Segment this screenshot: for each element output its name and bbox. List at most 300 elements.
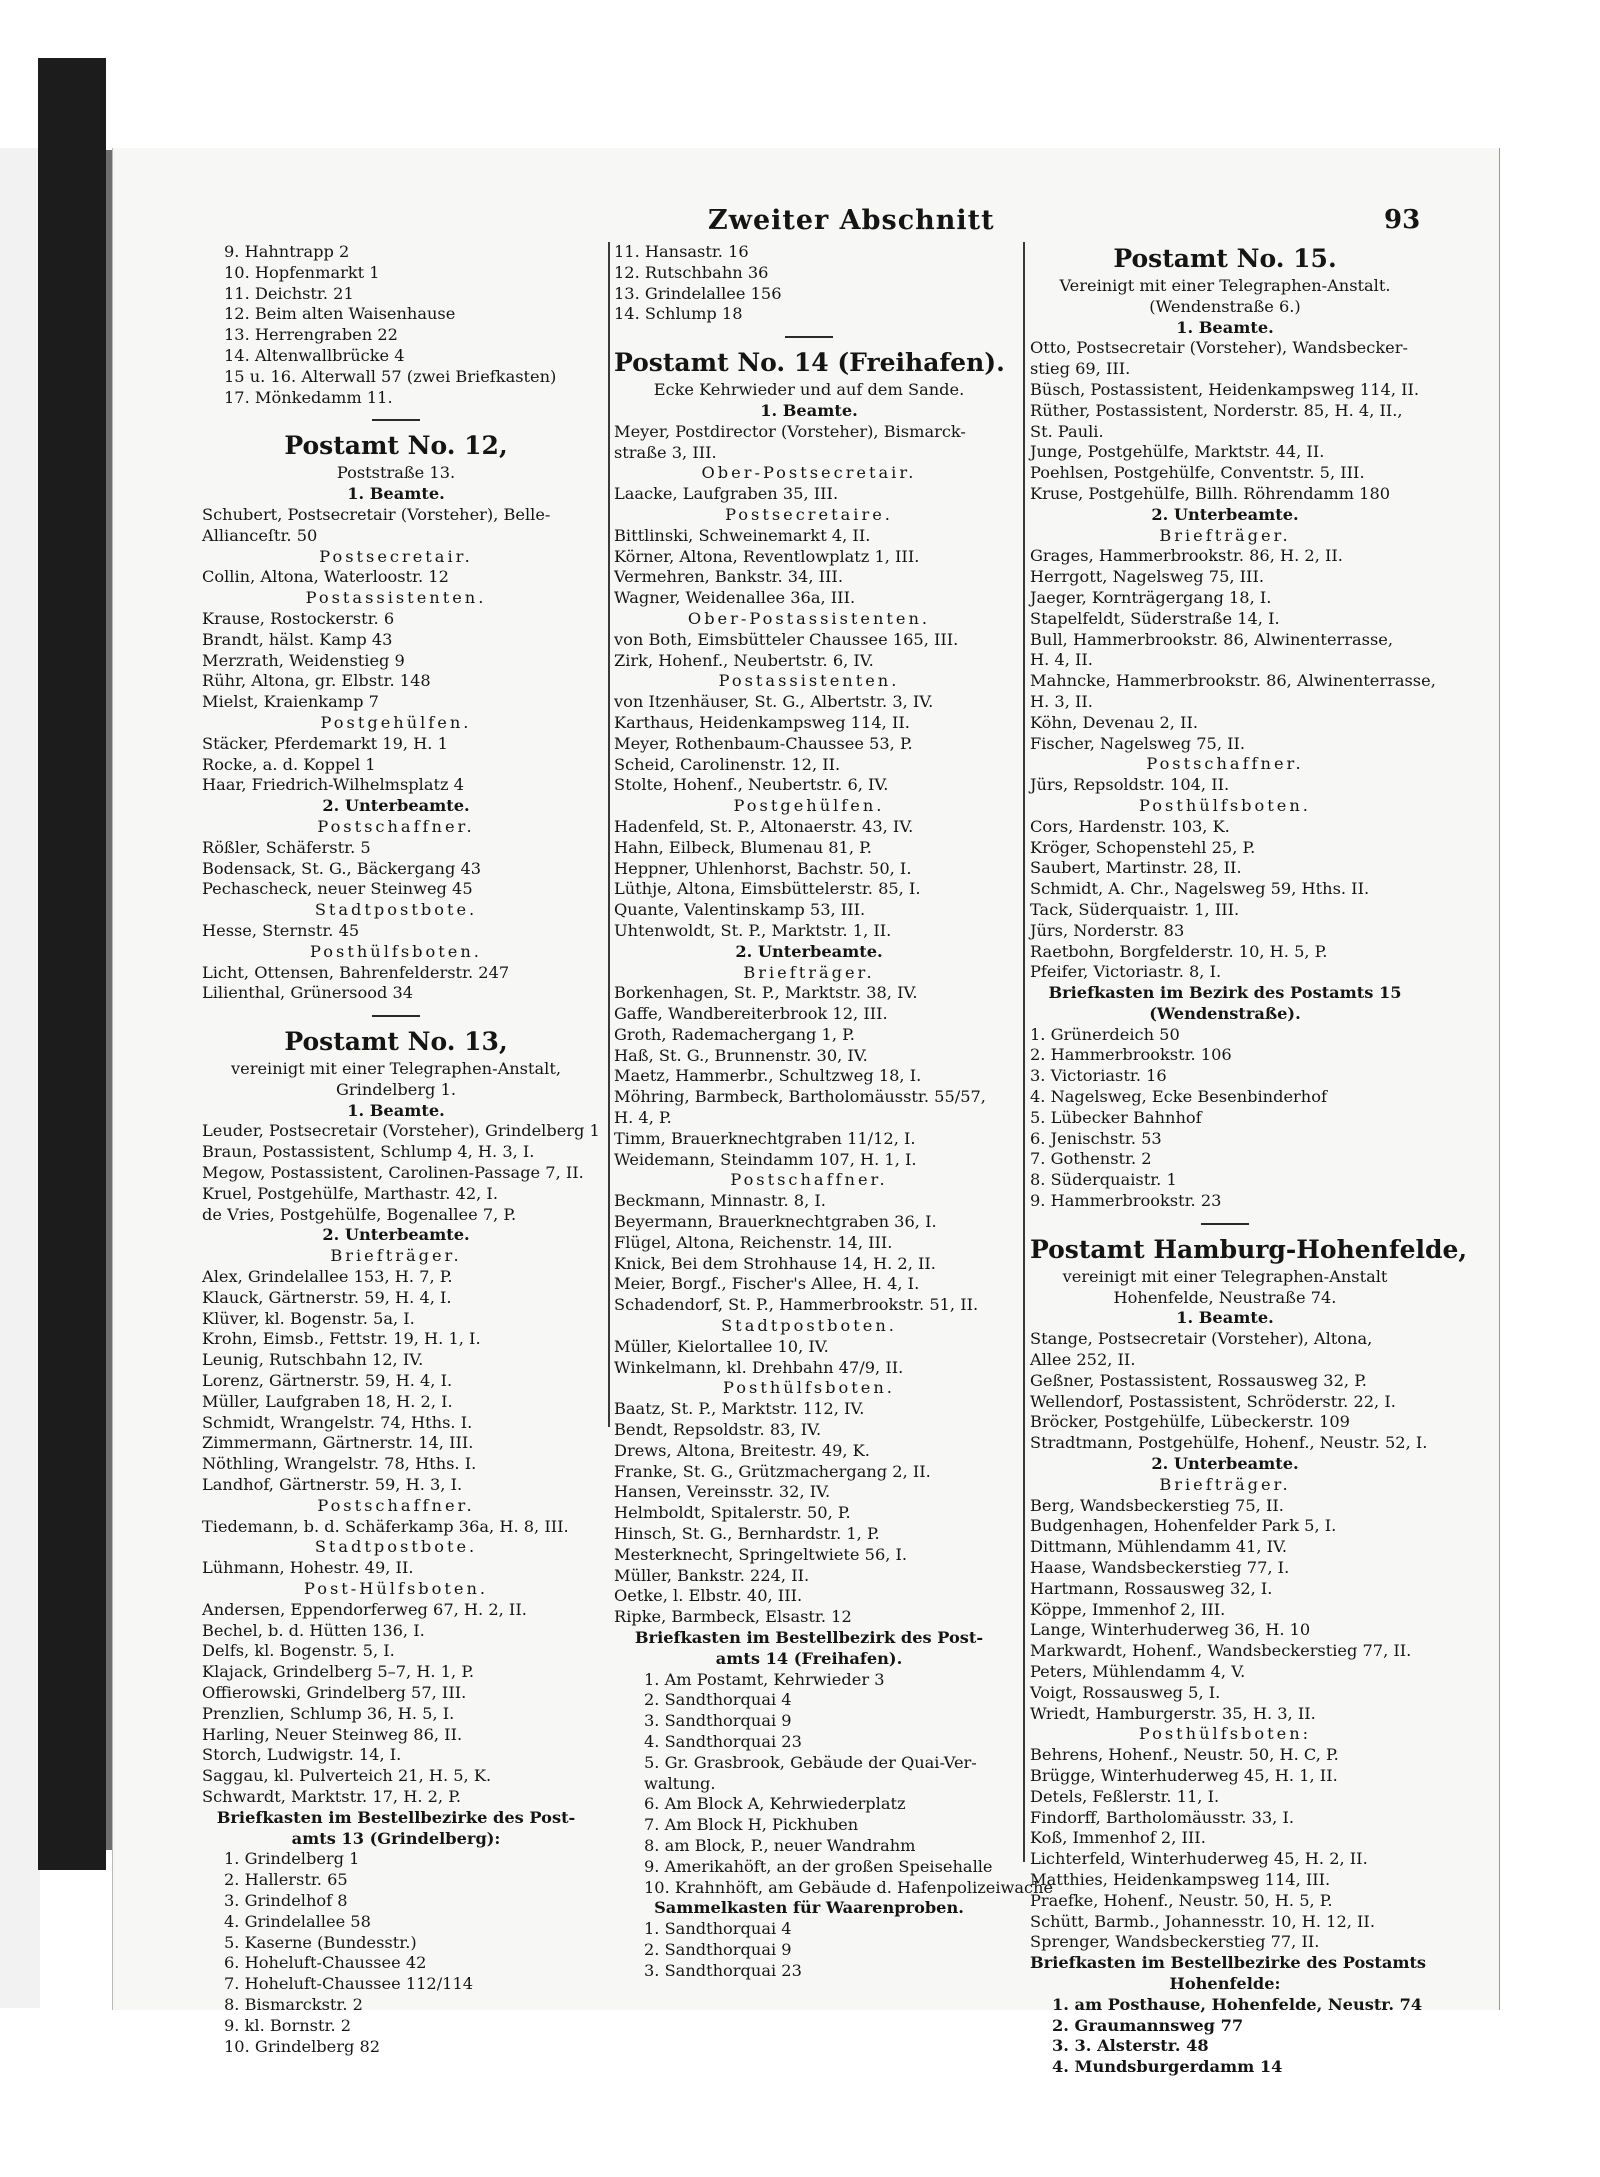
entry-line: Jaeger, Kornträgergang 18, I.	[1030, 587, 1272, 607]
briefkasten-list	[614, 1669, 1054, 1899]
postamt-hohenfelde-address: Hohenfelde, Neustraße 74.	[1113, 1287, 1337, 1307]
entry-line: Maetz, Hammerbr., Schultzweg 18, I.	[614, 1066, 922, 1086]
entry-line: Brandt, hälst. Kamp 43	[202, 629, 393, 649]
entry-line: Haase, Wandsbeckerstieg 77, I.	[1030, 1558, 1290, 1578]
entry-line: Bröcker, Postgehülfe, Lübeckerstr. 109	[1030, 1412, 1350, 1432]
beamte-heading: 1. Beamte.	[1176, 1308, 1274, 1328]
postschaffner-heading: Postschaffner.	[317, 816, 475, 836]
entry-line: Offierowski, Grindelberg 57, III.	[202, 1683, 467, 1702]
entry-line: Raetbohn, Borgfelderstr. 10, H. 5, P.	[1030, 941, 1328, 961]
column-rule-2	[1023, 242, 1025, 1862]
entry-line: 9. Amerikahöft, an der großen Speisehalle	[644, 1856, 993, 1876]
brieftraeger-list	[202, 1267, 590, 1496]
entry-line: 10. Hopfenmarkt 1	[224, 262, 380, 282]
entry-line: Zirk, Hohenf., Neubertstr. 6, IV.	[614, 650, 874, 670]
entry-line: Möhring, Barmbeck, Bartholomäusstr. 55/57,	[614, 1087, 986, 1107]
brieftraeger-heading: Briefträger.	[330, 1246, 462, 1266]
entry-line: Fischer, Nagelsweg 75, II.	[1030, 733, 1246, 753]
postsecretair-heading: Postsecretair.	[319, 546, 473, 566]
entry-line: Leuder, Postsecretair (Vorsteher), Grindelberg 1	[202, 1121, 600, 1141]
entry-line: Delfs, kl. Bogenstr. 5, I.	[202, 1641, 395, 1661]
entry-line: Briefkasten im Bezirk des Postamts 15	[1048, 983, 1402, 1003]
column-1	[202, 242, 600, 2057]
posthuelfsboten-list	[1030, 1745, 1420, 1953]
postgehuelfen-list	[614, 817, 1004, 942]
stadtpostbote-list	[202, 921, 590, 942]
entry-line: Mesterknecht, Springeltwiete 56, I.	[614, 1544, 908, 1564]
entry-line: Beyermann, Brauerknechtgraben 36, I.	[614, 1212, 937, 1232]
entry-line: 3. Grindelhof 8	[224, 1890, 348, 1910]
postschaffner-heading: Postschaffner.	[730, 1170, 888, 1190]
entry-line: Schwardt, Marktstr. 17, H. 2, P.	[202, 1786, 461, 1806]
postamt-13-address: Grindelberg 1.	[335, 1079, 457, 1099]
entry-line: Laacke, Laufgraben 35, III.	[614, 484, 839, 504]
separator	[372, 1015, 420, 1017]
entry-line: Merzrath, Weidenstieg 9	[202, 650, 405, 670]
briefkasten-list	[1030, 1994, 1423, 2078]
stadtpostboten-list	[614, 1337, 1004, 1379]
briefkasten-heading	[614, 1628, 1004, 1670]
separator	[1201, 1223, 1249, 1225]
entry-line: Matthies, Heidenkampsweg 114, III.	[1030, 1869, 1331, 1889]
entry-line: 14. Altenwallbrücke 4	[224, 345, 405, 365]
posthuelfsboten-list	[614, 1399, 1004, 1628]
entry-line: Weidemann, Steindamm 107, H. 1, I.	[614, 1149, 917, 1169]
entry-line: 5. Gr. Grasbrook, Gebäude der Quai-Ver-	[644, 1752, 977, 1772]
unterbeamte-heading: 2. Unterbeamte.	[322, 796, 470, 816]
entry-line: Behrens, Hohenf., Neustr. 50, H. C, P.	[1030, 1745, 1339, 1765]
sammelkasten-heading: Sammelkasten für Waarenproben.	[654, 1898, 964, 1918]
postamt-13-title: Postamt No. 13,	[284, 1027, 508, 1057]
entry-line: 17. Mönkedamm 11.	[224, 387, 393, 407]
entry-line: 2. Hammerbrookstr. 106	[1030, 1045, 1232, 1065]
entry-line: Rüther, Postassistent, Norderstr. 85, H. 4, II.,	[1030, 400, 1403, 420]
entry-line: Licht, Ottensen, Bahrenfelderstr. 247	[202, 962, 510, 982]
entry-line: Praefke, Hohenf., Neustr. 50, H. 5, P.	[1030, 1890, 1333, 1910]
postamt-15-subtitle: Vereinigt mit einer Telegraphen-Anstalt.	[1059, 276, 1391, 295]
entry-line: 2. Graumannsweg 77	[1052, 2015, 1244, 2035]
entry-line: 1. Grindelberg 1	[224, 1849, 360, 1869]
postamt-15-address: (Wendenstraße 6.)	[1149, 296, 1301, 316]
postschaffner-heading: Postschaffner.	[1146, 754, 1304, 774]
entry-line: Heppner, Uhlenhorst, Bachstr. 50, I.	[614, 858, 912, 878]
entry-line: Lange, Winterhuderweg 36, H. 10	[1030, 1620, 1311, 1640]
running-header: Zweiter Abschnitt	[708, 205, 995, 236]
posthuelfsboten-list	[202, 1600, 590, 1808]
entry-line: 3. 3. Alsterstr. 48	[1052, 2036, 1209, 2056]
brieftraeger-list	[1030, 546, 1436, 754]
unterbeamte-heading: 2. Unterbeamte.	[322, 1225, 470, 1245]
entry-line: Lüthje, Altona, Eimsbüttelerstr. 85, I.	[614, 879, 921, 899]
beamte-heading: 1. Beamte.	[347, 1100, 445, 1120]
entry-line: 6. Am Block A, Kehrwiederplatz	[644, 1794, 906, 1814]
entry-line: 13. Grindelallee 156	[614, 283, 782, 303]
entry-line: Krause, Rostockerstr. 6	[202, 608, 395, 628]
entry-line: Hartmann, Rossausweg 32, I.	[1030, 1578, 1273, 1598]
postgehuelfen-heading: Postgehülfen.	[320, 712, 472, 732]
entry-line: Schmidt, Wrangelstr. 74, Hths. I.	[202, 1412, 473, 1432]
entry-line: 6. Hoheluft-Chaussee 42	[224, 1953, 427, 1973]
entry-line: Stange, Postsecretair (Vorsteher), Altona,	[1030, 1329, 1373, 1349]
entry-line: Bodensack, St. G., Bäckergang 43	[202, 858, 482, 878]
column-2	[614, 242, 1054, 1982]
entry-line: Andersen, Eppendorferweg 67, H. 2, II.	[202, 1599, 527, 1619]
postsecretaire-list	[614, 526, 1004, 609]
entry-line: Dittmann, Mühlendamm 41, IV.	[1030, 1537, 1288, 1557]
postamt-13-subtitle: vereinigt mit einer Telegraphen-Anstalt,	[231, 1059, 561, 1079]
entry-line: Markwardt, Hohenf., Wandsbeckerstieg 77, II.	[1030, 1641, 1412, 1661]
posthuelfsboten-list	[202, 963, 590, 1005]
entry-line: H. 3, II.	[1030, 691, 1093, 711]
entry-line: 12. Rutschbahn 36	[614, 262, 769, 282]
entry-line: 8. Bismarckstr. 2	[224, 1994, 363, 2014]
entry-line: 7. Hoheluft-Chaussee 112/114	[224, 1974, 474, 1994]
page-number: 93	[1384, 205, 1421, 235]
stadtpostbote-heading: Stadtpostbote.	[314, 900, 478, 920]
entry-line: Karthaus, Heidenkampsweg 114, II.	[614, 712, 910, 732]
entry-line: Collin, Altona, Waterloostr. 12	[202, 567, 449, 587]
mailbox-list-continued	[202, 242, 590, 408]
postamt-14-address: Ecke Kehrwieder und auf dem Sande.	[653, 380, 965, 400]
entry-line: Lühmann, Hohestr. 49, II.	[202, 1558, 414, 1578]
entry-line: Hesse, Sternstr. 45	[202, 920, 360, 940]
entry-line: Klajack, Grindelberg 5–7, H. 1, P.	[202, 1662, 475, 1682]
postamt-14-title: Postamt No. 14 (Freihafen).	[614, 348, 1005, 378]
entry-line: Müller, Laufgraben 18, H. 2, I.	[202, 1391, 453, 1411]
entry-line: Borkenhagen, St. P., Marktstr. 38, IV.	[614, 983, 918, 1003]
entry-line: Kröger, Schopenstehl 25, P.	[1030, 837, 1256, 857]
entry-line: 9. Hammerbrookstr. 23	[1030, 1191, 1222, 1211]
postsecretaire-heading: Postsecretaire.	[725, 504, 893, 524]
entry-line: Detels, Feßlerstr. 11, I.	[1030, 1786, 1220, 1806]
entry-line: Köhn, Devenau 2, II.	[1030, 712, 1199, 732]
entry-line: Grages, Hammerbrookstr. 86, H. 2, II.	[1030, 546, 1343, 566]
entry-line: Koß, Immenhof 2, III.	[1030, 1828, 1206, 1848]
brieftraeger-heading: Briefträger.	[1159, 525, 1291, 545]
entry-line: Stolte, Hohenf., Neubertstr. 6, IV.	[614, 775, 889, 795]
entry-line: Budgenhagen, Hohenfelder Park 5, I.	[1030, 1516, 1337, 1536]
column-3	[1030, 242, 1468, 2078]
brieftraeger-list	[614, 983, 1004, 1170]
entry-line: Büsch, Postassistent, Heidenkampsweg 114, II.	[1030, 379, 1420, 399]
entry-line: Mahncke, Hammerbrookstr. 86, Alwinenterrasse,	[1030, 671, 1436, 691]
entry-line: Meyer, Postdirector (Vorsteher), Bismarck-	[614, 421, 966, 441]
entry-line: Bull, Hammerbrookstr. 86, Alwinenterrasse,	[1030, 629, 1393, 649]
separator	[372, 419, 420, 421]
entry-line: 9. Hahntrapp 2	[224, 242, 350, 261]
entry-line: Köppe, Immenhof 2, III.	[1030, 1599, 1226, 1619]
entry-line: Saggau, kl. Pulverteich 21, H. 5, K.	[202, 1766, 492, 1786]
unterbeamte-heading: 2. Unterbeamte.	[735, 941, 883, 961]
entry-line: Storch, Ludwigstr. 14, I.	[202, 1745, 402, 1765]
entry-line: Hadenfeld, St. P., Altonaerstr. 43, IV.	[614, 816, 914, 836]
entry-line: Pfeifer, Victoriastr. 8, I.	[1030, 962, 1222, 982]
entry-line: Braun, Postassistent, Schlump 4, H. 3, I.	[202, 1142, 535, 1162]
entry-line: Timm, Brauerknechtgraben 11/12, I.	[614, 1128, 916, 1148]
obersecretair-list	[614, 484, 1004, 505]
postsecretair-list	[202, 567, 590, 588]
entry-line: Krohn, Eimsb., Fettstr. 19, H. 1, I.	[202, 1329, 481, 1349]
beamte-heading: 1. Beamte.	[347, 484, 445, 504]
entry-line: Groth, Rademachergang 1, P.	[614, 1024, 855, 1044]
entry-line: Voigt, Rossausweg 5, I.	[1030, 1682, 1221, 1702]
book-spine-shadow	[38, 58, 106, 1870]
entry-line: 2. Hallerstr. 65	[224, 1870, 348, 1890]
entry-line: Pechascheck, neuer Steinweg 45	[202, 879, 473, 899]
entry-line: Helmboldt, Spitalerstr. 50, P.	[614, 1503, 851, 1523]
briefkasten-list	[202, 1849, 590, 2057]
brieftraeger-list	[1030, 1496, 1420, 1725]
entry-line: Meyer, Rothenbaum-Chaussee 53, P.	[614, 733, 913, 753]
entry-line: Jürs, Norderstr. 83	[1030, 920, 1185, 940]
brieftraeger-heading: Briefträger.	[1159, 1474, 1291, 1494]
entry-line: H. 4, II.	[1030, 650, 1093, 670]
entry-line: Poehlsen, Postgehülfe, Conventstr. 5, III.	[1030, 463, 1365, 483]
entry-line: Klauck, Gärtnerstr. 59, H. 4, I.	[202, 1287, 452, 1307]
postassistenten-heading: Postassistenten.	[305, 588, 487, 608]
postassistenten-heading: Postassistenten.	[718, 671, 900, 691]
entry-line: Briefkasten im Bestellbezirke des Post-	[216, 1807, 576, 1827]
entry-line: Oetke, l. Elbstr. 40, III.	[614, 1586, 803, 1606]
separator	[785, 336, 833, 338]
entry-line: Gaffe, Wandbereiterbrook 12, III.	[614, 1004, 888, 1024]
entry-line: Flügel, Altona, Reichenstr. 14, III.	[614, 1232, 893, 1252]
entry-line: Bechel, b. d. Hütten 136, I.	[202, 1620, 425, 1640]
beamte-list	[614, 422, 1004, 464]
entry-line: Nöthling, Wrangelstr. 78, Hths. I.	[202, 1454, 477, 1474]
entry-line: Bittlinski, Schweinemarkt 4, II.	[614, 525, 871, 545]
beamte-heading: 1. Beamte.	[760, 400, 858, 420]
entry-line: Junge, Postgehülfe, Marktstr. 44, II.	[1030, 442, 1325, 462]
entry-line: Knick, Bei dem Strohhause 14, H. 2, II.	[614, 1253, 936, 1273]
entry-line: Uhtenwoldt, St. P., Marktstr. 1, II.	[614, 920, 892, 940]
entry-line: von Itzenhäuser, St. G., Albertstr. 3, IV.	[614, 692, 934, 712]
posthuelfsboten-heading: Posthülfsboten.	[723, 1378, 895, 1398]
entry-line: Findorff, Bartholomäusstr. 33, I.	[1030, 1807, 1295, 1827]
postschaffner-list	[1030, 775, 1420, 796]
entry-line: Ripke, Barmbeck, Elsastr. 12	[614, 1607, 852, 1627]
column-rule-1	[608, 242, 610, 1427]
entry-line: Hohenfelde:	[1169, 1973, 1281, 1993]
entry-line: Landhof, Gärtnerstr. 59, H. 3, I.	[202, 1475, 463, 1495]
entry-line: 1. Sandthorquai 4	[644, 1919, 792, 1939]
entry-line: 1. am Posthause, Hohenfelde, Neustr. 74	[1052, 1994, 1423, 2014]
postamt-hohenfelde-subtitle: vereinigt mit einer Telegraphen-Anstalt	[1062, 1266, 1388, 1286]
mailbox-list-continued	[614, 242, 1004, 325]
entry-line: 13. Herrengraben 22	[224, 325, 398, 345]
posthuelfsboten-heading: Posthülfsboten.	[1139, 795, 1311, 815]
beamte-list	[202, 505, 590, 547]
entry-line: Megow, Postassistent, Carolinen-Passage 7, II.	[202, 1163, 584, 1183]
entry-line: 2. Sandthorquai 9	[644, 1939, 792, 1959]
beamte-list	[1030, 1329, 1428, 1454]
entry-line: H. 4, P.	[614, 1108, 672, 1128]
entry-line: 11. Hansastr. 16	[614, 242, 749, 261]
entry-line: Haar, Friedrich-Wilhelmsplatz 4	[202, 775, 464, 795]
entry-line: Lorenz, Gärtnerstr. 59, H. 4, I.	[202, 1371, 453, 1391]
entry-line: 7. Gothenstr. 2	[1030, 1149, 1152, 1169]
entry-line: Herrgott, Nagelsweg 75, III.	[1030, 567, 1264, 587]
entry-line: Schütt, Barmb., Johannesstr. 10, H. 12, II.	[1030, 1911, 1375, 1931]
postgehuelfen-heading: Postgehülfen.	[733, 796, 885, 816]
entry-line: Haß, St. G., Brunnenstr. 30, IV.	[614, 1045, 868, 1065]
postschaffner-heading: Postschaffner.	[317, 1495, 475, 1515]
entry-line: Beckmann, Minnastr. 8, I.	[614, 1191, 826, 1211]
unterbeamte-heading: 2. Unterbeamte.	[1151, 504, 1299, 524]
entry-line: Winkelmann, kl. Drehbahn 47/9, II.	[614, 1357, 904, 1377]
entry-line: Wagner, Weidenallee 36a, III.	[614, 588, 856, 608]
entry-line: 5. Lübecker Bahnhof	[1030, 1107, 1202, 1127]
entry-line: Briefkasten im Bestellbezirke des Postamts	[1030, 1953, 1427, 1973]
entry-line: St. Pauli.	[1030, 421, 1104, 441]
entry-line: von Both, Eimsbütteler Chaussee 165, III.	[614, 629, 959, 649]
entry-line: Wellendorf, Postassistent, Schröderstr. 22, I.	[1030, 1391, 1396, 1411]
stadtpostbote-heading: Stadtpostbote.	[314, 1537, 478, 1557]
entry-line: 10. Krahnhöft, am Gebäude d. Hafenpolizeiwache	[644, 1877, 1054, 1897]
entry-line: Alex, Grindelallee 153, H. 7, P.	[202, 1267, 453, 1287]
entry-line: Jürs, Repsoldstr. 104, II.	[1030, 775, 1230, 795]
entry-line: Geßner, Postassistent, Rossausweg 32, P.	[1030, 1370, 1367, 1390]
posthuelfsboten-heading: Post-Hülfsboten.	[303, 1579, 489, 1599]
entry-line: Bendt, Repsoldstr. 83, IV.	[614, 1420, 822, 1440]
entry-line: Stäcker, Pferdemarkt 19, H. 1	[202, 733, 448, 753]
postschaffner-list	[614, 1191, 1004, 1316]
entry-line: Lilienthal, Grünersood 34	[202, 983, 414, 1003]
entry-line: Müller, Kielortallee 10, IV.	[614, 1336, 829, 1356]
entry-line: Briefkasten im Bestellbezirk des Post-	[634, 1628, 984, 1647]
entry-line: waltung.	[644, 1773, 716, 1793]
entry-line: Rocke, a. d. Koppel 1	[202, 754, 376, 774]
briefkasten-heading	[1030, 1953, 1427, 1995]
postassistenten-list	[614, 692, 1004, 796]
ober-postassistenten-list	[614, 630, 1004, 672]
entry-line: Brügge, Winterhuderweg 45, H. 1, II.	[1030, 1765, 1338, 1785]
entry-line: de Vries, Postgehülfe, Bogenallee 7, P.	[202, 1204, 517, 1224]
entry-line: Stapelfeldt, Süderstraße 14, I.	[1030, 608, 1280, 628]
entry-line: Schubert, Postsecretair (Vorsteher), Belle-	[202, 504, 551, 524]
entry-line: Quante, Valentinskamp 53, III.	[614, 900, 866, 920]
entry-line: Vermehren, Bankstr. 34, III.	[614, 567, 843, 587]
entry-line: Allianceſtr. 50	[202, 525, 318, 545]
postamt-12-address: Poststraße 13.	[336, 463, 456, 483]
obersecretair-heading: Ober-Postsecretair.	[701, 463, 917, 483]
entry-line: 4. Sandthorquai 23	[644, 1731, 802, 1751]
entry-line: 3. Sandthorquai 23	[644, 1960, 802, 1980]
entry-line: Hinsch, St. G., Bernhardstr. 1, P.	[614, 1524, 880, 1544]
entry-line: Drews, Altona, Breitestr. 49, K.	[614, 1440, 870, 1460]
stadtpostbote-list	[202, 1558, 590, 1579]
entry-line: Tiedemann, b. d. Schäferkamp 36a, H. 8, III.	[202, 1516, 569, 1536]
entry-line: 4. Mundsburgerdamm 14	[1052, 2057, 1283, 2077]
entry-line: Leunig, Rutschbahn 12, IV.	[202, 1350, 424, 1370]
entry-line: Klüver, kl. Bogenstr. 5a, I.	[202, 1308, 415, 1328]
brieftraeger-heading: Briefträger.	[743, 962, 875, 982]
entry-line: Mielst, Kraienkamp 7	[202, 692, 379, 712]
entry-line: Peters, Mühlendamm 4, V.	[1030, 1662, 1246, 1681]
entry-line: Hansen, Vereinsstr. 32, IV.	[614, 1482, 831, 1502]
entry-line: 4. Nagelsweg, Ecke Besenbinderhof	[1030, 1087, 1327, 1107]
entry-line: 12. Beim alten Waisenhause	[224, 304, 456, 324]
entry-line: Saubert, Martinstr. 28, II.	[1030, 858, 1242, 878]
entry-line: 9. kl. Bornstr. 2	[224, 2015, 352, 2035]
briefkasten-heading	[1030, 983, 1420, 1025]
stadtpostboten-heading: Stadtpostboten.	[721, 1316, 897, 1336]
entry-line: 1. Grünerdeich 50	[1030, 1024, 1180, 1044]
sammelkasten-list	[614, 1919, 1004, 1981]
entry-line: Cors, Hardenstr. 103, K.	[1030, 816, 1230, 836]
entry-line: Stradtmann, Postgehülfe, Hohenf., Neustr. 52, I.	[1030, 1433, 1428, 1453]
postgehuelfen-list	[202, 734, 590, 796]
entry-line: Otto, Postsecretair (Vorsteher), Wandsbecker-	[1030, 338, 1408, 358]
entry-line: 3. Victoriastr. 16	[1030, 1066, 1167, 1086]
entry-line: 2. Sandthorquai 4	[644, 1690, 792, 1710]
entry-line: 3. Sandthorquai 9	[644, 1711, 792, 1731]
postassistenten-list	[202, 609, 590, 713]
entry-line: 15 u. 16. Alterwall 57 (zwei Briefkasten)	[224, 366, 557, 386]
facing-page-edge	[0, 148, 40, 2008]
entry-line: straße 3, III.	[614, 442, 717, 462]
postschaffner-list	[202, 838, 590, 900]
briefkasten-list	[1030, 1025, 1420, 1212]
entry-line: Wriedt, Hamburgerstr. 35, H. 3, II.	[1030, 1703, 1316, 1723]
entry-line: 4. Grindelallee 58	[224, 1911, 371, 1931]
postamt-hohenfelde-title: Postamt Hamburg-Hohenfelde,	[1030, 1234, 1468, 1264]
posthuelfsboten-heading: Posthülfsboten:	[1138, 1724, 1312, 1744]
entry-line: 8. Süderquaistr. 1	[1030, 1170, 1177, 1190]
entry-line: 1. Am Postamt, Kehrwieder 3	[644, 1669, 885, 1689]
entry-line: 11. Deichstr. 21	[224, 283, 354, 303]
posthuelfsboten-list	[1030, 817, 1420, 983]
entry-line: 10. Grindelberg 82	[224, 2036, 381, 2056]
entry-line: 5. Kaserne (Bundesstr.)	[224, 1932, 417, 1952]
entry-line: stieg 69, III.	[1030, 359, 1131, 379]
entry-line: Kruse, Postgehülfe, Billh. Röhrendamm 180	[1030, 483, 1391, 503]
entry-line: Meier, Borgf., Fischer's Allee, H. 4, I.	[614, 1274, 920, 1294]
entry-line: 8. am Block, P., neuer Wandrahm	[644, 1835, 916, 1855]
entry-line: amts 14 (Freihafen).	[715, 1648, 903, 1668]
entry-line: Kruel, Postgehülfe, Marthastr. 42, I.	[202, 1183, 498, 1203]
entry-line: Lichterfeld, Winterhuderweg 45, H. 2, II.	[1030, 1849, 1368, 1869]
entry-line: Sprenger, Wandsbeckerstieg 77, II.	[1030, 1932, 1320, 1952]
postamt-12-title: Postamt No. 12,	[284, 431, 508, 461]
entry-line: Schadendorf, St. P., Hammerbrookstr. 51, II.	[614, 1295, 979, 1315]
entry-line: Müller, Bankstr. 224, II.	[614, 1565, 810, 1585]
entry-line: Rühr, Altona, gr. Elbstr. 148	[202, 671, 431, 691]
beamte-heading: 1. Beamte.	[1176, 317, 1274, 337]
unterbeamte-heading: 2. Unterbeamte.	[1151, 1454, 1299, 1474]
entry-line: Harling, Neuer Steinweg 86, II.	[202, 1724, 463, 1744]
entry-line: Zimmermann, Gärtnerstr. 14, III.	[202, 1433, 474, 1453]
entry-line: Körner, Altona, Reventlowplatz 1, III.	[614, 546, 920, 566]
beamte-list	[202, 1121, 600, 1225]
entry-line: Allee 252, II.	[1030, 1350, 1136, 1370]
entry-line: Scheid, Carolinenstr. 12, II.	[614, 754, 841, 774]
postamt-15-title: Postamt No. 15.	[1113, 244, 1337, 273]
entry-line: Baatz, St. P., Marktstr. 112, IV.	[614, 1399, 865, 1419]
entry-line: 14. Schlump 18	[614, 304, 743, 324]
entry-line: Berg, Wandsbeckerstieg 75, II.	[1030, 1495, 1284, 1515]
entry-line: amts 13 (Grindelberg):	[291, 1828, 501, 1848]
beamte-list	[1030, 338, 1420, 504]
entry-line: 7. Am Block H, Pickhuben	[644, 1815, 859, 1835]
entry-line: (Wendenstraße).	[1149, 1003, 1301, 1023]
entry-line: Prenzlien, Schlump 36, H. 5, I.	[202, 1703, 455, 1723]
entry-line: Schmidt, A. Chr., Nagelsweg 59, Hths. II.	[1030, 879, 1370, 899]
postschaffner-list	[202, 1517, 590, 1538]
entry-line: Franke, St. G., Grützmachergang 2, II.	[614, 1461, 931, 1481]
entry-line: Rößler, Schäferstr. 5	[202, 837, 371, 857]
posthuelfsboten-heading: Posthülfsboten.	[310, 941, 482, 961]
